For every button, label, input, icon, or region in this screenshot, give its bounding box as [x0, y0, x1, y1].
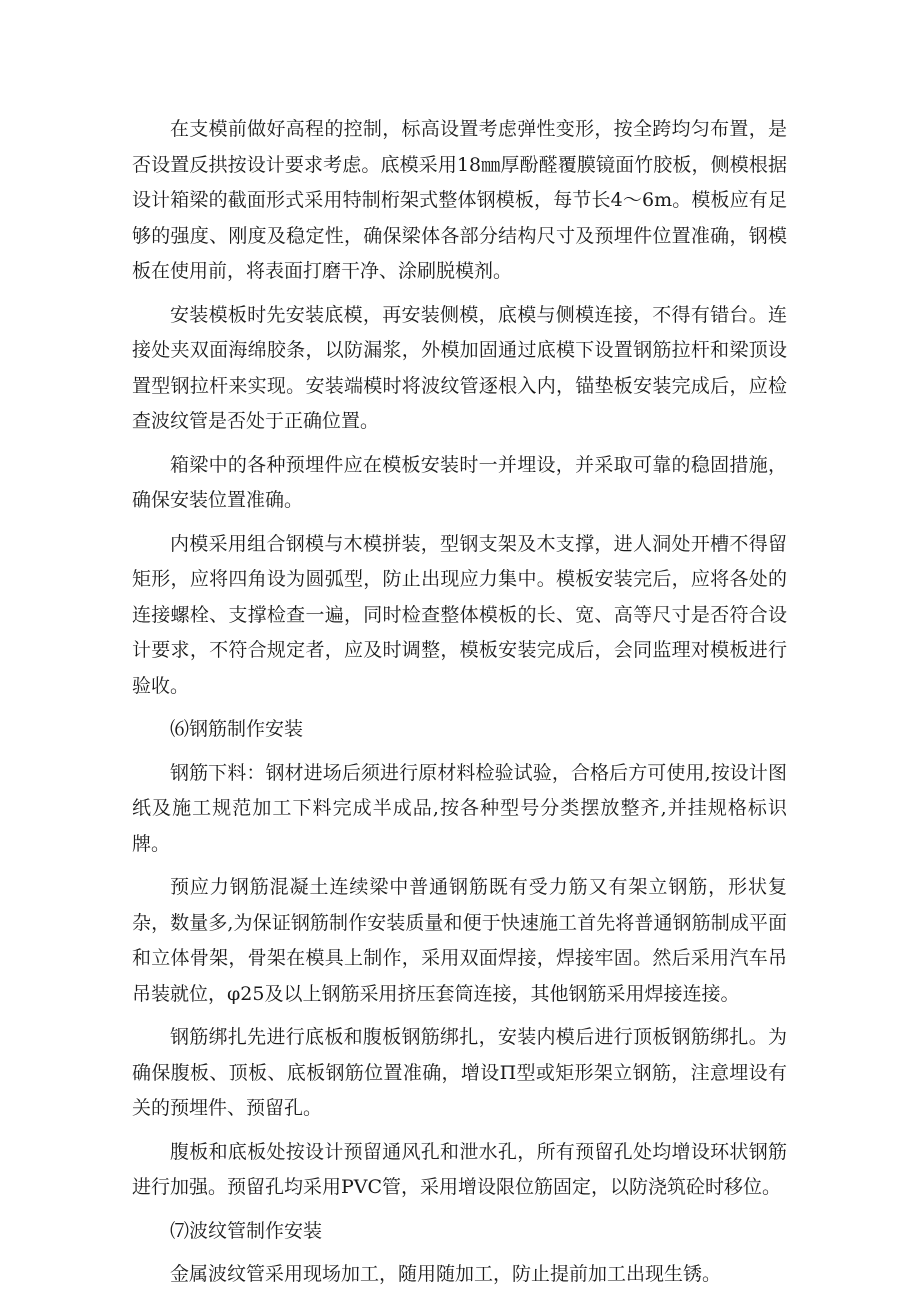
- paragraph-duct-fabrication: 金属波纹管采用现场加工，随用随加工，防止提前加工出现生锈。: [170, 1263, 722, 1285]
- paragraph-formwork-elevation: 在支模前做好高程的控制，标高设置考虑弹性变形，按全跨均匀布置，是否设置反拱按设计要求考虑。底模采用18㎜厚酚醛覆膜镜面竹胶板，侧模根据设计箱梁的截面形式采用特制桁架式整体钢模板，每节长4～6m。模板应有足够的强度、刚度及稳定性，确保梁体各部分结构尺寸及预埋件位置准确，钢模板在使用前，将表面打磨干净、涂刷脱模剂。: [132, 118, 787, 282]
- paragraph-reserved-holes: 腹板和底板处按设计预留通风孔和泄水孔，所有预留孔处均增设环状钢筋进行加强。预留孔均采用PVC管，采用增设限位筋固定，以防浇筑砼时移位。: [132, 1140, 787, 1198]
- paragraph-rebar-binding: 钢筋绑扎先进行底板和腹板钢筋绑扎，安装内模后进行顶板钢筋绑扎。为确保腹板、顶板、底板钢筋位置准确，增设Π型或矩形架立钢筋，注意埋设有关的预埋件、预留孔。: [132, 1026, 787, 1119]
- paragraph-rebar-framework: 预应力钢筋混凝土连续梁中普通钢筋既有受力筋又有架立钢筋，形状复杂，数量多,为保证钢筋制作安装质量和便于快速施工首先将普通钢筋制成平面和立体骨架，骨架在模具上制作，采用双面焊接，焊接牢固。然后采用汽车吊吊装就位，φ25及以上钢筋采用挤压套筒连接，其他钢筋采用焊接连接。: [132, 876, 787, 1005]
- section-heading-duct: ⑺波纹管制作安装: [170, 1219, 323, 1242]
- paragraph-inner-formwork: 内模采用组合钢模与木模拼装，型钢支架及木支撑，进人洞处开槽不得留矩形，应将四角设为圆弧型，防止出现应力集中。模板安装完后，应将各处的连接螺栓、支撑检查一遍，同时检查整体模板的长、宽、高等尺寸是否符合设计要求，不符合规定者，应及时调整，模板安装完成后，会同监理对模板进行验收。: [132, 532, 787, 697]
- document-body: [132, 112, 787, 1301]
- section-heading-rebar: ⑹钢筋制作安装: [170, 718, 304, 740]
- paragraph-rebar-cutting: 钢筋下料：钢材进场后须进行原材料检验试验，合格后方可使用,按设计图纸及施工规范加工下料完成半成品,按各种型号分类摆放整齐,并挂规格标识牌。: [132, 761, 787, 855]
- paragraph-embedded-parts: 箱梁中的各种预埋件应在模板安装时一并埋设，并采取可靠的稳固措施，确保安装位置准确。: [132, 453, 787, 511]
- paragraph-formwork-install: 安装模板时先安装底模，再安装侧模，底模与侧模连接，不得有错台。连接处夹双面海绵胶条，以防漏浆，外模加固通过底模下设置钢筋拉杆和梁顶设置型钢拉杆来实现。安装端模时将波纹管逐根入内，锚垫板安装完成后，应检查波纹管是否处于正确位置。: [132, 303, 787, 432]
